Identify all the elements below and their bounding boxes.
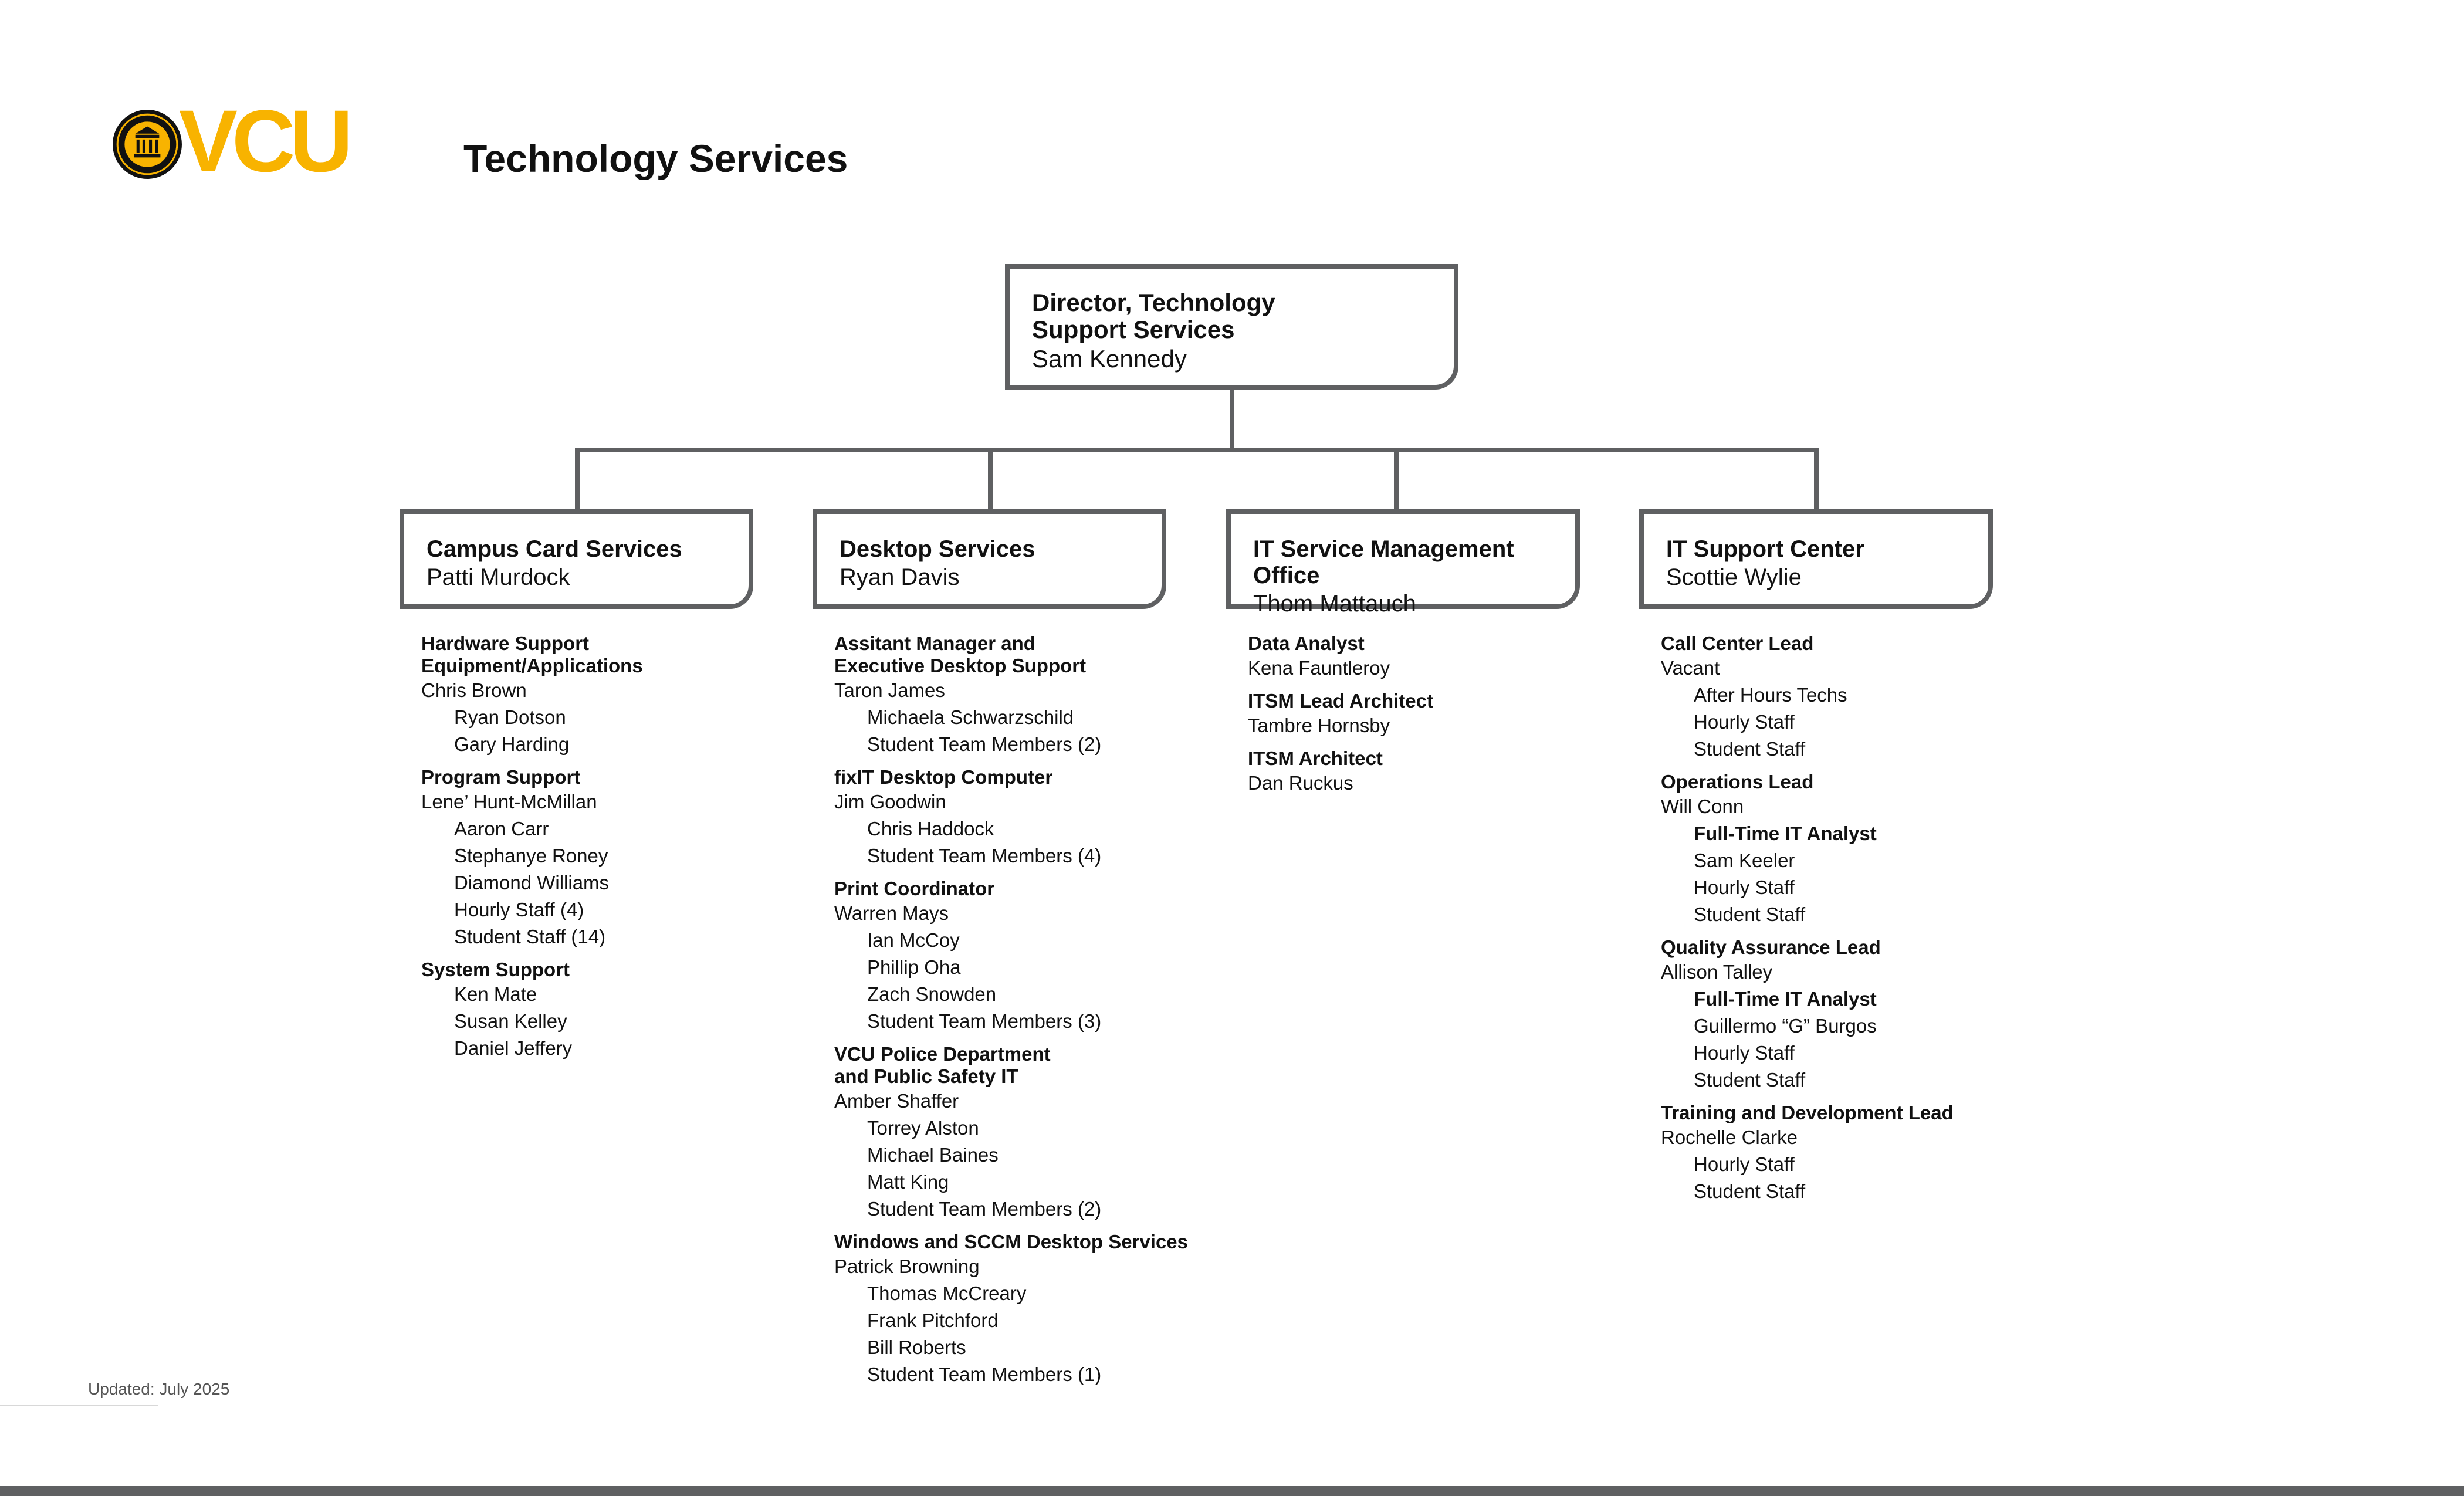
staff-member: Chris Haddock xyxy=(867,818,994,840)
staff-member: Phillip Oha xyxy=(867,956,961,978)
role-title: Operations Lead xyxy=(1661,771,1814,793)
staff-member: Student Team Members (2) xyxy=(867,733,1102,755)
lead-name: Patrick Browning xyxy=(834,1255,980,1277)
staff-member: Hourly Staff (4) xyxy=(454,899,584,920)
staff-member: Susan Kelley xyxy=(454,1010,567,1032)
sub-role-title: Full-Time IT Analyst xyxy=(1694,988,1877,1010)
staff-member: Frank Pitchford xyxy=(867,1309,999,1331)
staff-member: Student Staff xyxy=(1694,1180,1806,1202)
staff-member: Guillermo “G” Burgos xyxy=(1694,1015,1877,1037)
lead-name: Taron James xyxy=(834,679,945,701)
staff-member: Thomas McCreary xyxy=(867,1282,1027,1304)
role-title: System Support xyxy=(421,959,570,980)
staff-member: Daniel Jeffery xyxy=(454,1037,573,1059)
sub-role-title: Full-Time IT Analyst xyxy=(1694,823,1877,844)
lead-name: Warren Mays xyxy=(834,902,949,924)
staff-list-itsm-office xyxy=(1248,632,1433,797)
role-title: Assitant Manager and Executive Desktop Support xyxy=(834,632,1087,676)
staff-member: Hourly Staff xyxy=(1694,1042,1795,1064)
staff-member: Student Staff (14) xyxy=(454,926,606,947)
lead-name: Will Conn xyxy=(1661,796,1744,817)
department-head: Thom Mattauch xyxy=(1253,591,1416,617)
lead-name: Chris Brown xyxy=(421,679,527,701)
role-title: Training and Development Lead xyxy=(1661,1102,1954,1123)
staff-list-it-support-center xyxy=(1661,632,1954,1205)
staff-member: Torrey Alston xyxy=(867,1117,979,1139)
staff-member: Student Staff xyxy=(1694,903,1806,925)
staff-member: Student Staff xyxy=(1694,738,1806,760)
department-title: IT Support Center xyxy=(1666,536,1864,562)
staff-member: Student Team Members (1) xyxy=(867,1363,1102,1385)
role-title: Windows and SCCM Desktop Services xyxy=(834,1231,1189,1253)
department-box-it-support-center xyxy=(1639,509,1993,609)
staff-member: Michael Baines xyxy=(867,1144,999,1166)
role-title: Hardware Support Equipment/Applications xyxy=(421,632,643,676)
lead-name: Rochelle Clarke xyxy=(1661,1126,1798,1148)
footer-bar xyxy=(0,1486,2464,1496)
department-title: Campus Card Services xyxy=(427,536,682,562)
department-head: Ryan Davis xyxy=(840,564,960,590)
role-title: ITSM Lead Architect xyxy=(1248,690,1433,712)
role-title: Program Support xyxy=(421,766,581,788)
department-box-desktop-services xyxy=(813,509,1166,609)
staff-member: Student Team Members (3) xyxy=(867,1010,1102,1032)
staff-member: Student Staff xyxy=(1694,1069,1806,1091)
role-title: VCU Police Department and Public Safety IT xyxy=(834,1043,1051,1087)
updated-date: Updated: July 2025 xyxy=(88,1380,230,1398)
director-name: Sam Kennedy xyxy=(1032,345,1187,373)
role-title: Data Analyst xyxy=(1248,632,1365,654)
staff-member: Ryan Dotson xyxy=(454,706,566,728)
footer-divider xyxy=(0,1405,158,1406)
role-title: Print Coordinator xyxy=(834,878,995,899)
lead-name: Allison Talley xyxy=(1661,961,1773,983)
staff-member: Diamond Williams xyxy=(454,872,610,893)
department-head: Scottie Wylie xyxy=(1666,564,1802,590)
department-box-itsm-office xyxy=(1226,509,1580,617)
lead-name: Vacant xyxy=(1661,657,1720,679)
department-head: Patti Murdock xyxy=(427,564,570,590)
staff-member: Student Team Members (4) xyxy=(867,845,1102,867)
role-title: ITSM Architect xyxy=(1248,747,1383,769)
department-title: Desktop Services xyxy=(840,536,1035,562)
lead-name: Lene’ Hunt-McMillan xyxy=(421,791,597,813)
page-title: Technology Services xyxy=(463,137,848,180)
staff-member: Ian McCoy xyxy=(867,929,960,951)
staff-member: Stephanye Roney xyxy=(454,845,608,867)
staff-member: Hourly Staff xyxy=(1694,1153,1795,1175)
staff-member: Matt King xyxy=(867,1171,949,1193)
staff-member: Zach Snowden xyxy=(867,983,997,1005)
staff-member: Michaela Schwarzschild xyxy=(867,706,1074,728)
role-title: Quality Assurance Lead xyxy=(1661,936,1881,958)
staff-member: Ken Mate xyxy=(454,983,537,1005)
director-box xyxy=(1005,264,1458,390)
lead-name: Amber Shaffer xyxy=(834,1090,959,1112)
staff-member: Student Team Members (2) xyxy=(867,1198,1102,1220)
lead-name: Dan Ruckus xyxy=(1248,772,1353,794)
staff-member: Sam Keeler xyxy=(1694,849,1795,871)
staff-list-campus-card xyxy=(421,632,643,1062)
director-title-line1: Director, Technology xyxy=(1032,289,1275,316)
role-title: fixIT Desktop Computer xyxy=(834,766,1053,788)
vcu-wordmark: VCU xyxy=(179,92,347,190)
staff-member: Hourly Staff xyxy=(1694,711,1795,733)
department-title: IT Service Management Office xyxy=(1253,536,1514,588)
staff-member: Bill Roberts xyxy=(867,1336,966,1358)
staff-list-desktop-services xyxy=(834,632,1188,1388)
director-title-line2: Support Services xyxy=(1032,316,1235,343)
lead-name: Jim Goodwin xyxy=(834,791,946,813)
department-box-campus-card xyxy=(400,509,753,609)
staff-member: Aaron Carr xyxy=(454,818,549,840)
role-title: Call Center Lead xyxy=(1661,632,1814,654)
staff-member: Hourly Staff xyxy=(1694,876,1795,898)
lead-name: Kena Fauntleroy xyxy=(1248,657,1390,679)
staff-member: Gary Harding xyxy=(454,733,570,755)
staff-member: After Hours Techs xyxy=(1694,684,1847,706)
lead-name: Tambre Hornsby xyxy=(1248,715,1390,736)
